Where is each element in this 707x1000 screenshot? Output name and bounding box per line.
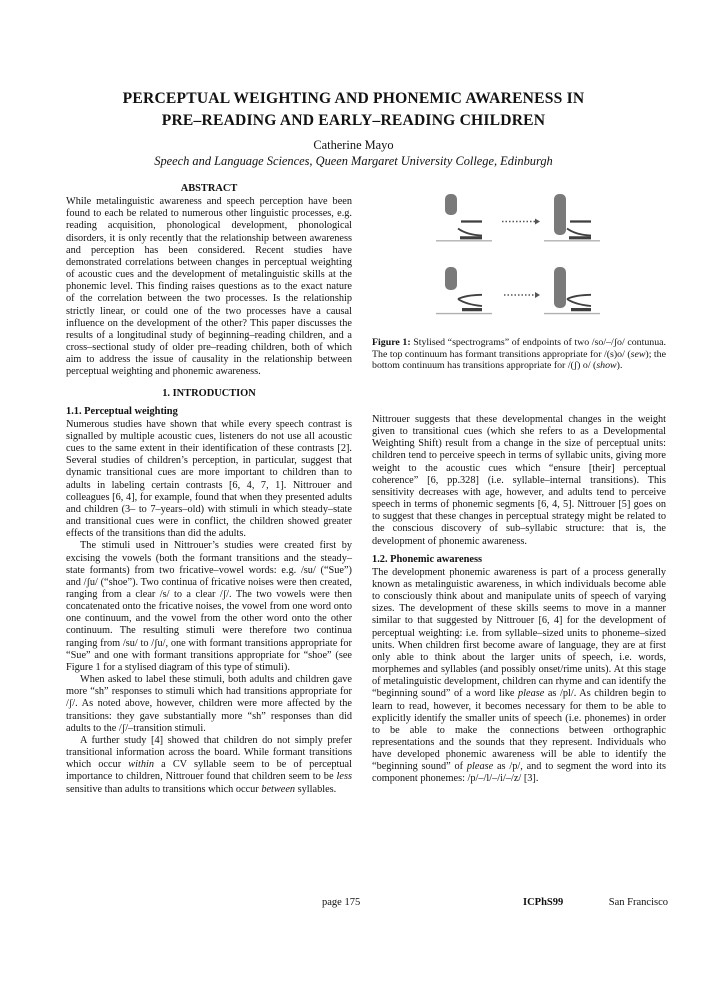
spectrogram-panel-bottom-left	[436, 267, 492, 314]
continuum-arrow-icon-top	[502, 219, 540, 225]
paper-title-line1: PERCEPTUAL WEIGHTING AND PHONEMIC AWARENESS IN	[122, 90, 585, 107]
paper-title	[0, 88, 707, 132]
right-column	[372, 183, 666, 786]
intro-paragraph-3: When asked to label these stimuli, both adults and children gave more “sh” responses to stimuli which had transitions appropriate for /ʃ/. As noted above, however, children were more affected by the transitions: they gave substantially more “sh” responses than did adults to the /ʃ/–transition stimuli.	[66, 674, 352, 734]
conference-name: ICPhS99	[523, 897, 564, 908]
continuum-arrow-icon-bottom	[504, 292, 540, 298]
intro-paragraph-5: Nittrouer suggests that these developmental changes in the weight given to transitional cues (which she refers to as a Developmental Weighting Shift) result from a change in the size of perceptual units: children tend to perceive speech in terms of syllabic units, giving more weight to the acoustic cues which “ensure [their] perceptual coherence” [6, pp.328] (i.e. syllable–internal transitions). This sensitivity decreases with age, however, and adults tend to perceive speech in terms of phonemic segments [6, 4, 5]. Nittrouer [5] goes on to suggest that these changes in perceptual strategy might be related to the conscious discovery of sub–syllabic structure: that is, the development of phonemic awareness.	[372, 413, 666, 547]
spectrogram-figure	[434, 191, 604, 319]
paper-title-line2: PRE–READING AND EARLY–READING CHILDREN	[161, 112, 546, 130]
author-affiliation: Speech and Language Sciences, Queen Margaret University College, Edinburgh	[154, 154, 553, 169]
page-number: page 175	[322, 897, 361, 908]
figure1-caption: Figure 1: Stylised “spectrograms” of endpoints of two /so/–/ʃo/ contunua. The top continuum has formant transitions appropriate for /(s)o/ (sew); the bottom continuum has transitions appropriate for /(ʃ) o/ (show).	[372, 337, 666, 372]
subsection-heading-phonemic-awareness: 1.2. Phonemic awareness	[372, 553, 483, 565]
left-column	[66, 183, 352, 796]
abstract-text: While metalinguistic awareness and speech perception have been found to each be related to numerous other linguistic processes, e.g. reading acquisition, phonological development, phonological disorders, it is only recently that the relationship between awareness and perception has been considered. Recent studies have demonstrated correlations between changes in perceptual weighting of acoustic cues and the development of metalinguistic skills at the phonemic level. This finding raises questions as to the exact nature of the correlation between the two processes. Is the relationship strictly linear, or could one of the two processes have a causal influence on the development of the other? This paper discusses the results of a longitudinal study of beginning–reading children, and a cross–sectional study of older pre–reading children, both of which aim to address the issue of causality in the relationship between perceptual weighting and phonemic awareness.	[66, 196, 352, 378]
abstract-heading: ABSTRACT	[180, 183, 238, 194]
intro-paragraph-4: A further study [4] showed that children do not simply prefer transitional information across the board. While formant transitions which occur within a CV syllable seem to be of perceptual importance to children, Nittrouer found that children seem to be less sensitive than adults to transitions which occur between syllables.	[66, 734, 352, 795]
intro-paragraph-2: The stimuli used in Nittrouer’s studies were created first by excising the vowels (both the formant transitions and the steady–state formants) from two fricative–vowel words: e.g. /su/ (“Sue”) and /ʃu/ (“shoe”). Two continua of fricative noises were then created, ranging from a clear /s/ to a clear /ʃ/. The two vowels were then concatenated onto the fricative noises, the vowel from one word onto one continuum, and the vowel from the other word onto the other continuum. The resulting stimuli were therefore two continua ranging from /su/ to /ʃu/, one with formant transitions appropriate for “Sue” and one with formant transitions appropriate for “shoe” (see Figure 1 for a stylised diagram of this type of stimuli).	[66, 540, 352, 673]
author-name: Catherine Mayo	[313, 138, 394, 153]
figure1-graphic	[372, 191, 666, 323]
title-block	[0, 88, 707, 169]
intro-paragraph-1: Numerous studies have shown that while every speech contrast is signalled by multiple acoustic cues, listeners do not use all acoustic cues to the same extent in their identification of these contrasts [2]. Several studies of children’s perception, in particular, suggest that dynamic transitional cues are more important to children than to adults in labeling certain contrasts [6, 4, 7, 1]. Nittrouer and colleagues [6, 4], for example, found that when they presented adults and children (3– to 7–years–old) with stimuli in which steady–state and transitional cues were in conflict, the children showed greater effects of the transitions than did the adults.	[66, 418, 352, 540]
spectrogram-panel-top-left	[436, 194, 492, 241]
subsection-heading-perceptual-weighting: 1.1. Perceptual weighting	[66, 405, 178, 417]
spectrogram-panel-bottom-right	[544, 267, 600, 314]
section-heading-introduction: 1. INTRODUCTION	[162, 387, 256, 399]
conference-location: San Francisco	[608, 897, 668, 908]
intro-paragraph-6: The development phonemic awareness is part of a process generally known as metalinguistic awareness, in which individuals become able to consciously think about and manipulate units of speech of varying sizes. The development of these skills seems to move in a manner similar to that suggested by Nittrouer [6, 4] for the development of perceptual weighting: i.e. from syllable–sized units to phoneme–sized units. When children first become aware of language, they are at first only able to think about the larger units of speech, i.e. words, morphemes and syllables (and possibly onset/rime units). At this stage of metalinguistic development, children can rhyme and can identify the “beginning sound” of a word like please as /pl/. As children begin to learn to read, however, it becomes necessary for them to be able to explicitly identify the smaller units of speech (i.e. phonemes) in order to be able to make the connections between orthographic representations and the sounds that they represent. Individuals who have developed phonemic awareness will be able to identify the “beginning sound” of please as /p/, and to segment the word into its component phonemes: /p/–/l/–/i/–/z/ [3].	[372, 566, 667, 785]
spectrogram-panel-top-right	[544, 194, 600, 241]
